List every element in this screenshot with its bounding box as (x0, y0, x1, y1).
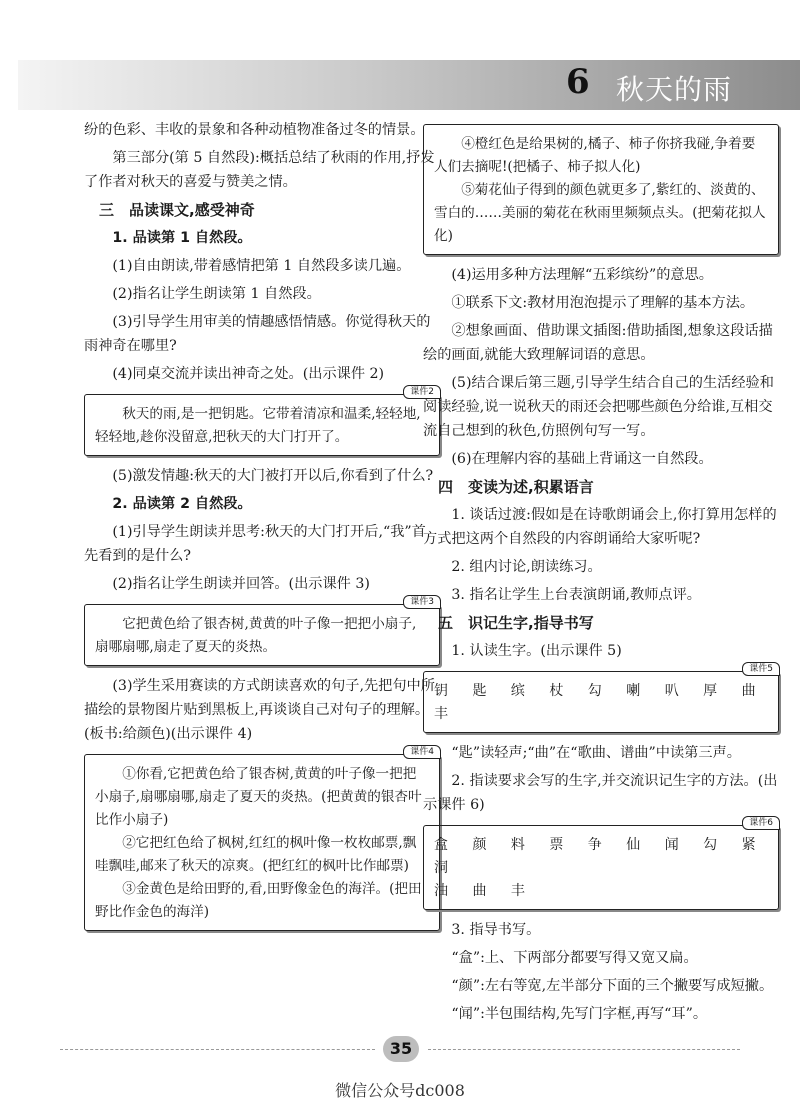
paragraph: 第三部分(第 5 自然段):概括总结了秋雨的作用,抒发了作者对秋天的喜爱与赞美之情。 (84, 150, 435, 190)
left-column (84, 118, 440, 939)
paragraph: (2)指名让学生朗读第 1 自然段。 (112, 286, 321, 302)
courseware-tag: 课件6 (742, 816, 780, 830)
paragraph: ②想象画面、借助课文插图:借助插图,想象这段话描绘的画面,就能大致理解词语的意思。 (423, 323, 773, 363)
section-heading: 三 品读课文,感受神奇 (99, 201, 255, 219)
courseware-tag: 课件3 (403, 595, 441, 609)
paragraph: ①联系下文:教材用泡泡提示了理解的基本方法。 (451, 295, 755, 311)
box-text: 秋天的雨,是一把钥匙。它带着清凉和温柔,轻轻地,轻轻地,趁你没留意,把秋天的大门打开了。 (95, 406, 421, 445)
character-list: 钥 匙 缤 杖 勾 喇 叭 厚 曲 丰 (434, 683, 766, 722)
courseware-box-5 (423, 664, 779, 733)
box-text: 它把黄色给了银杏树,黄黄的叶子像一把把小扇子,扇哪扇哪,扇走了夏天的炎热。 (95, 616, 417, 655)
paragraph: (5)激发情趣:秋天的大门被打开以后,你看到了什么? (112, 468, 434, 484)
courseware-box-6 (423, 818, 779, 910)
courseware-tag: 课件5 (742, 662, 780, 676)
courseware-tag: 课件2 (403, 385, 441, 399)
step-heading: 1. 品读第 1 自然段。 (112, 230, 252, 246)
box-text: ⑤菊花仙子得到的颜色就更多了,紫红的、淡黄的、雪白的……美丽的菊花在秋雨里频频点头。(把菊花拟人化) (434, 182, 766, 244)
courseware-box-2 (84, 387, 440, 456)
footer-divider-left (60, 1049, 375, 1050)
paragraph: (1)自由朗读,带着感情把第 1 自然段多读几遍。 (112, 258, 411, 274)
courseware-tag: 课件4 (403, 745, 441, 759)
paragraph: 3. 指导书写。 (451, 922, 541, 938)
character-list: 油 曲 丰 (434, 883, 535, 899)
courseware-box-3 (84, 597, 440, 666)
paragraph: “匙”读轻声;“曲”在“歌曲、谱曲”中读第三声。 (451, 745, 741, 761)
box-text: ②它把红色给了枫树,红红的枫叶像一枚枚邮票,飘哇飘哇,邮来了秋天的凉爽。(把红红的枫叶比作邮票) (95, 835, 417, 874)
box-text: ①你看,它把黄色给了银杏树,黄黄的叶子像一把把小扇子,扇哪扇哪,扇走了夏天的炎热。(把黄黄的银杏叶比作小扇子) (95, 766, 422, 828)
box-text: ③金黄色是给田野的,看,田野像金色的海洋。(把田野比作金色的海洋) (95, 881, 422, 920)
paragraph: “闻”:半包围结构,先写门字框,再写“耳”。 (451, 1006, 708, 1022)
page-number: 35 (383, 1036, 419, 1062)
section-heading: 五 识记生字,指导书写 (438, 614, 594, 632)
paragraph: 1. 谈话过渡:假如是在诗歌朗诵会上,你打算用怎样的方式把这两个自然段的内容朗诵给大家听呢? (423, 507, 777, 547)
courseware-box-4 (84, 747, 440, 931)
chapter-title: 秋天的雨 (616, 73, 733, 106)
paragraph: (3)引导学生用审美的情趣感悟情感。你觉得秋天的雨神奇在哪里? (84, 314, 431, 354)
chapter-number: 6 (566, 62, 590, 102)
paragraph: 纷的色彩、丰收的景象和各种动植物准备过冬的情景。 (84, 122, 425, 138)
paragraph: (6)在理解内容的基础上背诵这一自然段。 (451, 451, 713, 467)
paragraph: (2)指名让学生朗读并回答。(出示课件 3) (112, 576, 370, 592)
paragraph: (1)引导学生朗读并思考:秋天的大门打开后,“我”首先看到的是什么? (84, 524, 426, 564)
character-list: 盒 颜 料 票 争 仙 闻 勾 紧 洞 (434, 837, 766, 876)
courseware-box-4-continued (423, 124, 779, 255)
paragraph: 2. 指读要求会写的生字,并交流识记生字的方法。(出示课件 6) (423, 773, 778, 813)
paragraph: (4)运用多种方法理解“五彩缤纷”的意思。 (451, 267, 713, 283)
right-column (423, 118, 779, 1030)
paragraph: 1. 认读生字。(出示课件 5) (451, 643, 622, 659)
box-text: ④橙红色是给果树的,橘子、柿子你挤我碰,争着要人们去摘呢!(把橘子、柿子拟人化) (434, 136, 756, 175)
paragraph: “盒”:上、下两部分都要写得又宽又扁。 (451, 950, 698, 966)
paragraph: (4)同桌交流并读出神奇之处。(出示课件 2) (112, 366, 385, 382)
paragraph: “颜”:左右等宽,左半部分下面的三个撇要写成短撇。 (451, 978, 774, 994)
paragraph: 3. 指名让学生上台表演朗诵,教师点评。 (451, 587, 701, 603)
watermark-text: 微信公众号dc008 (335, 1081, 465, 1100)
footer-divider-right (428, 1049, 740, 1050)
paragraph: (3)学生采用赛读的方式朗读喜欢的句子,先把句中所描绘的景物图片贴到黑板上,再谈谈自己对句子的理解。(板书:给颜色)(出示课件 4) (84, 678, 435, 742)
step-heading: 2. 品读第 2 自然段。 (112, 496, 252, 512)
paragraph: (5)结合课后第三题,引导学生结合自己的生活经验和阅读经验,说一说秋天的雨还会把哪些颜色分给谁,互相交流自己想到的秋色,仿照例句写一写。 (423, 375, 774, 439)
section-heading: 四 变读为述,积累语言 (438, 478, 594, 496)
paragraph: 2. 组内讨论,朗读练习。 (451, 559, 602, 575)
